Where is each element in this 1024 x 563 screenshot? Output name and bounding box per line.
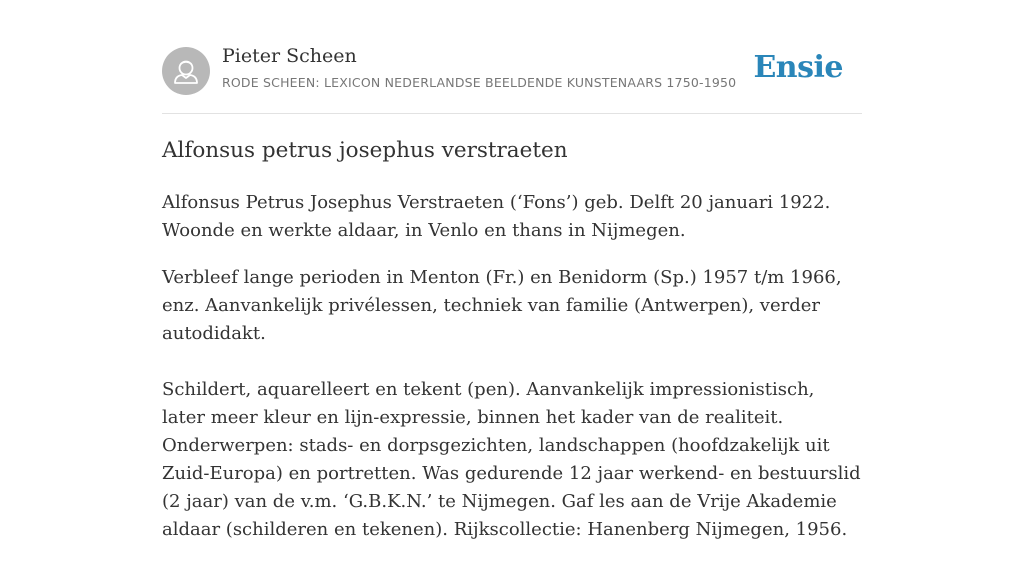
article-paragraph: Alfonsus Petrus Josephus Verstraeten (‘Fons’) geb. Delft 20 januari 1922. Woonde en werkte aldaar, in Venlo en thans in Nijmegen. xyxy=(162,192,831,241)
article-body xyxy=(162,189,862,563)
user-icon xyxy=(162,47,210,95)
author-avatar[interactable] xyxy=(162,47,210,95)
source-title[interactable]: RODE SCHEEN: LEXICON NEDERLANDSE BEELDENDE KUNSTENAARS 1750-1950 xyxy=(222,75,737,90)
article-header xyxy=(162,0,862,114)
author-name[interactable]: Pieter Scheen xyxy=(222,45,357,67)
article-paragraph: Verbleef lange perioden in Menton (Fr.) en Benidorm (Sp.) 1957 t/m 1966, enz. Aanvankelijk privélessen, techniek van familie (Antwerpen), verder autodidakt. xyxy=(162,267,842,344)
article-page xyxy=(162,0,862,540)
article-paragraph: Schildert, aquarelleert en tekent (pen). Aanvankelijk impressionistisch, later meer kleur en lijn-expressie, binnen het kader van de realiteit. Onderwerpen: stads- en dorpsgezichten, landschappen (hoofdzakelijk uit Zuid-Europa) en portretten. Was gedurende 12 jaar werkend- en bestuurslid (2 jaar) van de v.m. ‘G.B.K.N.’ te Nijmegen. Gaf les aan de Vrije Akademie aldaar (schilderen en tekenen). Rijkscollectie: Hanenberg Nijmegen, 1956. xyxy=(162,379,861,540)
ensie-logo[interactable]: Ensie xyxy=(753,50,843,85)
article-title: Alfonsus petrus josephus verstraeten xyxy=(162,138,568,163)
